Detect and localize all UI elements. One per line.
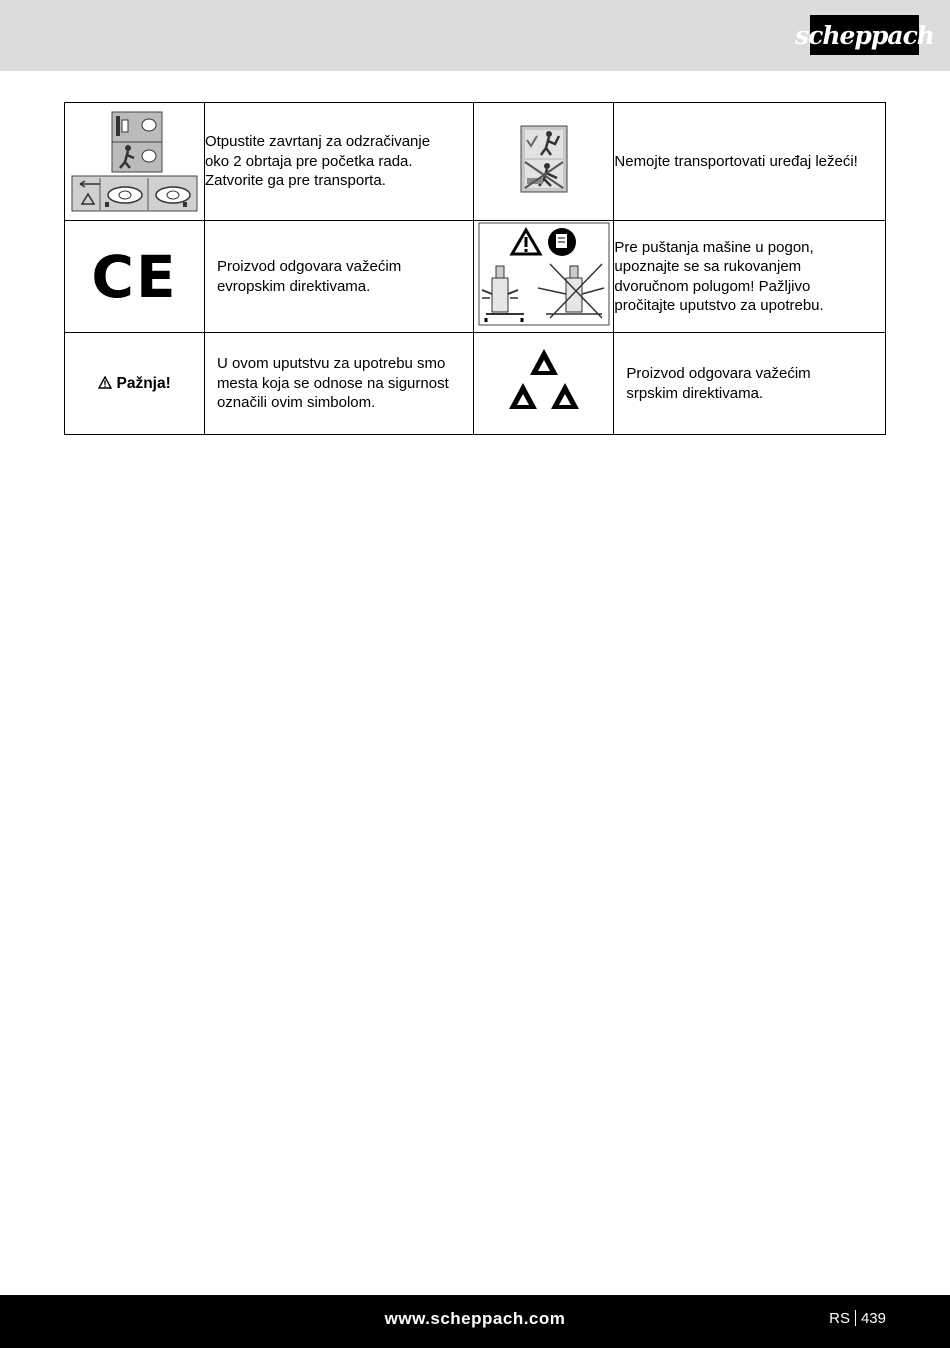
vent-screw-text: Otpustite zavrtanj za odzračivanje oko 2 obrtaja pre početka rada. Zatvorite ga pre transporta.	[204, 103, 474, 221]
ce-text: Proizvod odgovara važećim evropskim direktivama.	[204, 221, 474, 333]
warning-label-cell	[65, 333, 205, 435]
page-header	[0, 0, 950, 71]
symbols-table	[64, 102, 886, 435]
no-lying-transport-text: Nemojte transportovati uređaj ležeći!	[614, 103, 886, 221]
page-footer	[0, 1295, 950, 1348]
vent-screw-transport-icon	[65, 103, 205, 221]
no-lying-transport-icon	[474, 103, 614, 221]
scheppach-logo: scheppach	[810, 15, 919, 55]
website-link[interactable]: www.scheppach.com	[384, 1309, 566, 1328]
ce-mark-icon: CE	[65, 221, 205, 333]
two-hand-operation-text: Pre puštanja mašine u pogon, upoznajte se sa rukovanjem dvoručnom polugom! Pažljivo pročitajte uputstvo za upotrebu.	[614, 221, 886, 333]
two-hand-operation-warning-icon	[474, 221, 614, 333]
table-row	[65, 103, 886, 221]
warning-label: Pažnja!	[98, 375, 171, 392]
table-row	[65, 221, 886, 333]
safety-symbol-text: U ovom uputstvu za upotrebu smo mesta koja se odnose na sigurnost označili ovim simbolom.	[204, 333, 474, 435]
serbian-directives-text: Proizvod odgovara važećim srpskim direktivama.	[614, 333, 886, 435]
table-row	[65, 333, 886, 435]
page-number: RS 439	[829, 1310, 886, 1327]
warning-icon	[98, 376, 112, 389]
serbian-conformity-mark-icon	[474, 333, 614, 435]
